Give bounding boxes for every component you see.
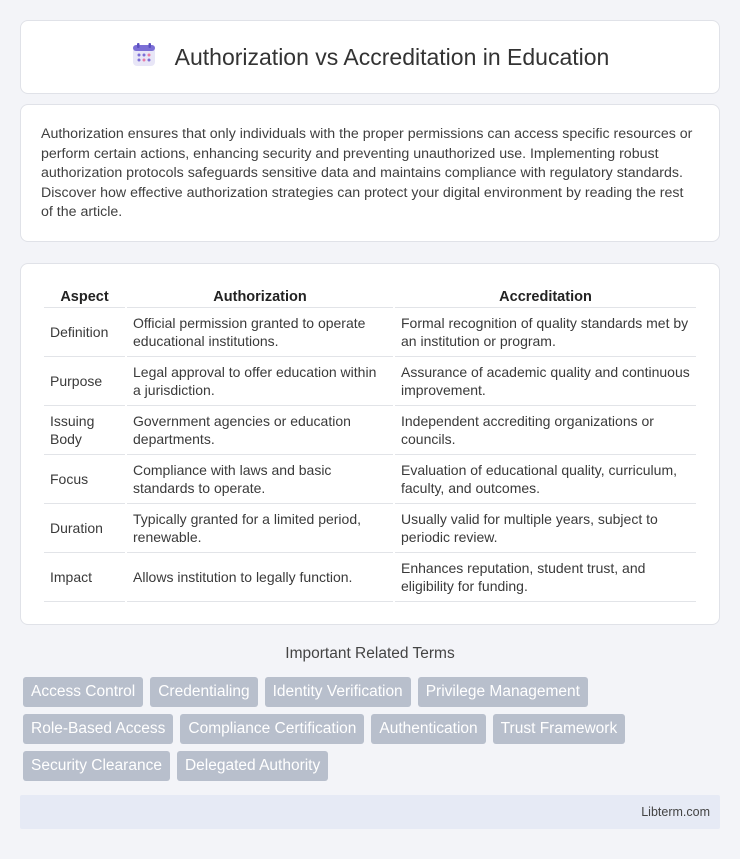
row-authorization: Typically granted for a limited period, renewable. — [127, 504, 393, 553]
table-header-row — [44, 284, 696, 308]
table-row — [44, 308, 696, 357]
row-accreditation: Usually valid for multiple years, subject to periodic review. — [395, 504, 696, 553]
row-authorization: Government agencies or education departments. — [127, 406, 393, 455]
comparison-table-card — [20, 263, 720, 625]
intro-card — [20, 104, 720, 242]
row-authorization: Compliance with laws and basic standards to operate. — [127, 455, 393, 504]
header-card — [20, 20, 720, 94]
column-header-aspect: Aspect — [44, 284, 125, 308]
row-accreditation: Assurance of academic quality and continuous improvement. — [395, 357, 696, 406]
row-aspect: Purpose — [44, 357, 125, 406]
table-row — [44, 553, 696, 602]
row-aspect: Focus — [44, 455, 125, 504]
calendar-icon — [131, 42, 157, 73]
tag-identity-verification[interactable]: Identity Verification — [265, 677, 411, 707]
table-row — [44, 357, 696, 406]
row-accreditation: Formal recognition of quality standards met by an institution or program. — [395, 308, 696, 357]
row-accreditation: Independent accrediting organizations or councils. — [395, 406, 696, 455]
tag-access-control[interactable]: Access Control — [23, 677, 143, 707]
table-row — [44, 504, 696, 553]
row-authorization: Legal approval to offer education within a jurisdiction. — [127, 357, 393, 406]
table-row — [44, 455, 696, 504]
tag-compliance-certification[interactable]: Compliance Certification — [180, 714, 364, 744]
row-aspect: Definition — [44, 308, 125, 357]
footer-site-link[interactable]: Libterm.com — [641, 805, 710, 819]
intro-text: Authorization ensures that only individuals with the proper permissions can access specific resources or perform certain actions, enhancing security and preventing unauthorized use. Implementing robust authorization protocols safeguards sensitive data and maintains compliance with regulatory standards. Discover how effective authorization strategies can protect your digital environment by reading the rest of the article. — [41, 126, 693, 221]
tag-security-clearance[interactable]: Security Clearance — [23, 751, 170, 781]
row-accreditation: Enhances reputation, student trust, and eligibility for funding. — [395, 553, 696, 602]
related-terms-list — [23, 677, 723, 781]
tag-authentication[interactable]: Authentication — [371, 714, 485, 744]
comparison-table — [42, 284, 698, 602]
tag-trust-framework[interactable]: Trust Framework — [493, 714, 626, 744]
row-authorization: Allows institution to legally function. — [127, 553, 393, 602]
row-aspect: Impact — [44, 553, 125, 602]
row-authorization: Official permission granted to operate educational institutions. — [127, 308, 393, 357]
page-title: Authorization vs Accreditation in Education — [174, 43, 610, 70]
row-aspect: Issuing Body — [44, 406, 125, 455]
tag-role-based-access[interactable]: Role-Based Access — [23, 714, 173, 744]
tag-delegated-authority[interactable]: Delegated Authority — [177, 751, 328, 781]
column-header-authorization: Authorization — [127, 284, 393, 308]
table-row — [44, 406, 696, 455]
tag-privilege-management[interactable]: Privilege Management — [418, 677, 588, 707]
row-accreditation: Evaluation of educational quality, curriculum, faculty, and outcomes. — [395, 455, 696, 504]
related-terms-title: Important Related Terms — [285, 645, 455, 662]
tag-credentialing[interactable]: Credentialing — [150, 677, 257, 707]
row-aspect: Duration — [44, 504, 125, 553]
footer — [20, 795, 720, 829]
column-header-accreditation: Accreditation — [395, 284, 696, 308]
